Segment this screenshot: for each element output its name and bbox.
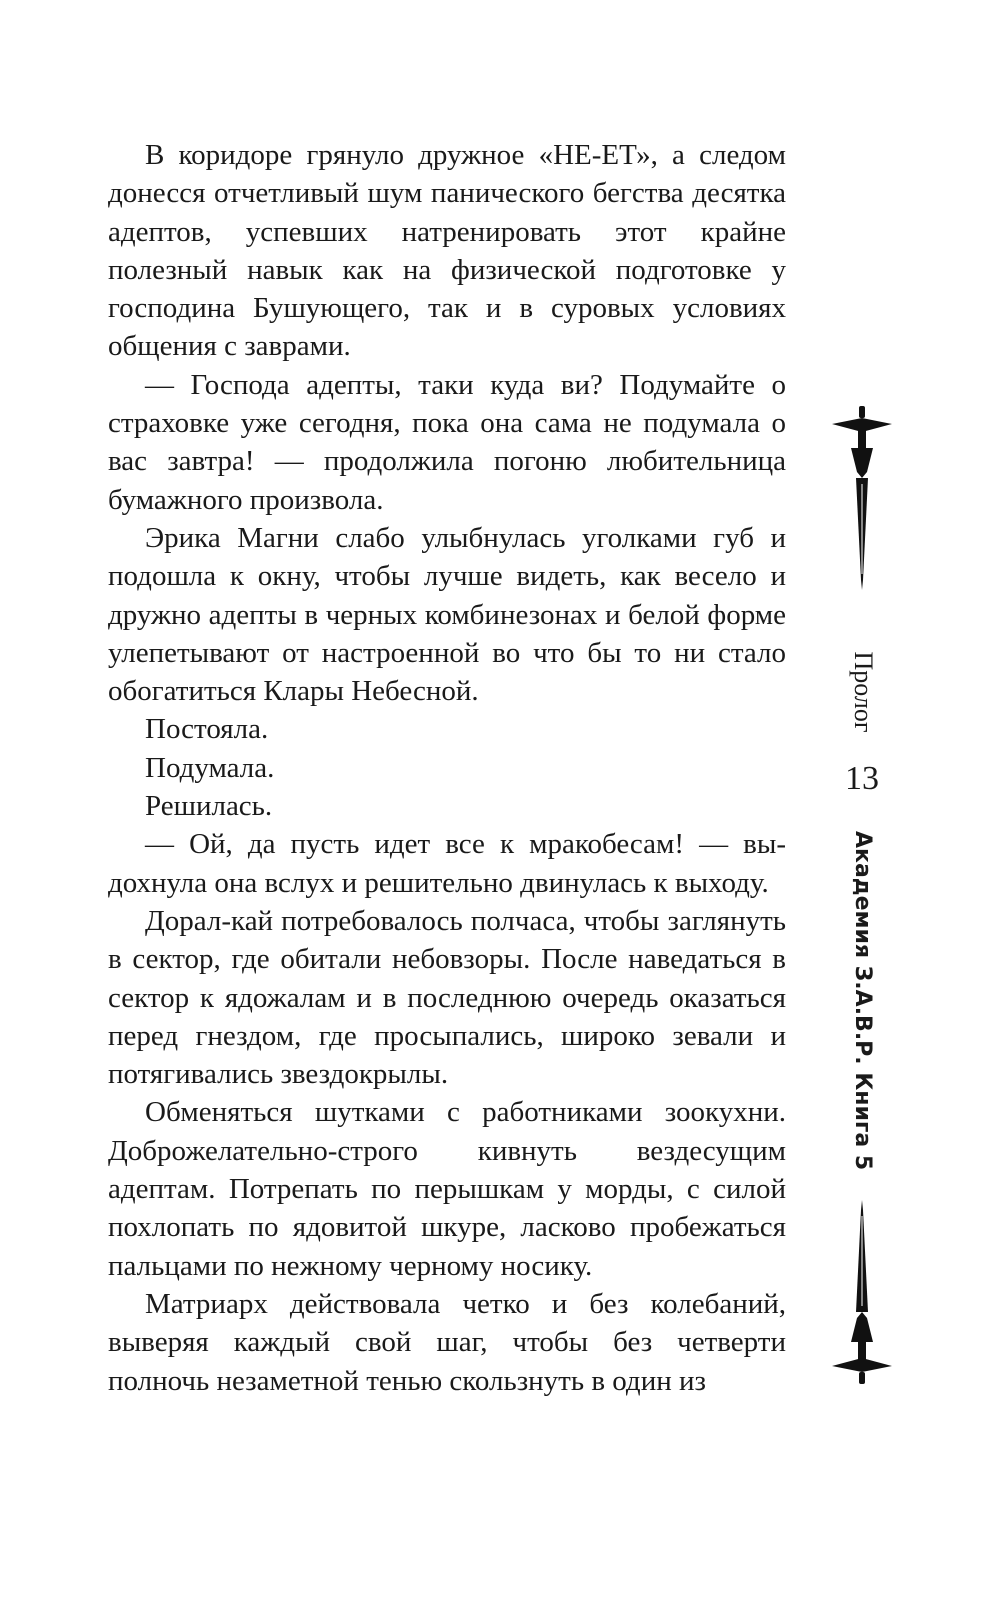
dagger-icon [826,404,898,594]
paragraph: В коридоре грянуло дружное «НЕ-ЕТ», а следом донесся отчетливый шум панического бегства десятка адептов, успевших натренировать этот крайне полезный навык как на физической подготовке у господина Бушующего, так и в суровых условиях общения с заврами. [108,139,786,363]
paragraph: Эрика Магни слабо улыбнулась уголками губ и подошла к окну, чтобы лучше видеть, как весело и дружно адепты в черных комбинезонах и белой форме улепетывают от настроенной во что бы то ни стало обогатиться Клары Небесной. [108,521,786,708]
paragraph: Подумала. [145,751,275,784]
paragraph: Дорал-кай потребовалось полчаса, чтобы заглянуть в сектор, где обитали небовзоры. После наведаться в сектор к ядожалам и в последнюю очередь оказаться перед гнездом, где просыпались, широко зевали и потягивались звездокрылы. [108,904,786,1091]
book-title: Академия З.А.В.Р. Книга 5 [850,831,875,1171]
paragraph: — Господа адепты, таки куда ви? Подумайте о страховке уже сегодня, пока она сама не подумала о вас завтра! — продолжила погоню любительница бумажного произвола. [108,368,786,516]
page-number: 13 [845,760,879,797]
paragraph: Постояла. [145,713,269,746]
paragraph: Матриарх действовала четко и без колебаний, выверяя каждый свой шаг, чтобы без четверти полночь незаметной тенью скользнуть в один из [108,1287,786,1397]
paragraph: Решилась. [145,790,273,823]
paragraph: — Ой, да пусть идет все к мракобесам! — выдохнула она вслух и решительно двинулась к выходу. [108,828,786,899]
body-text [108,136,786,1400]
section-label: Пролог [849,651,878,733]
running-sidebar [826,0,898,1614]
paragraph: Обменяться шутками с работниками зоокухни. Доброжелательно-строго кивнуть вездесущим адептам. Потрепать по перышкам у морды, с силой похлопать по ядовитой шкуре, ласково пробежаться пальцами по нежному черному носику. [108,1096,786,1282]
dagger-icon [826,1196,898,1386]
